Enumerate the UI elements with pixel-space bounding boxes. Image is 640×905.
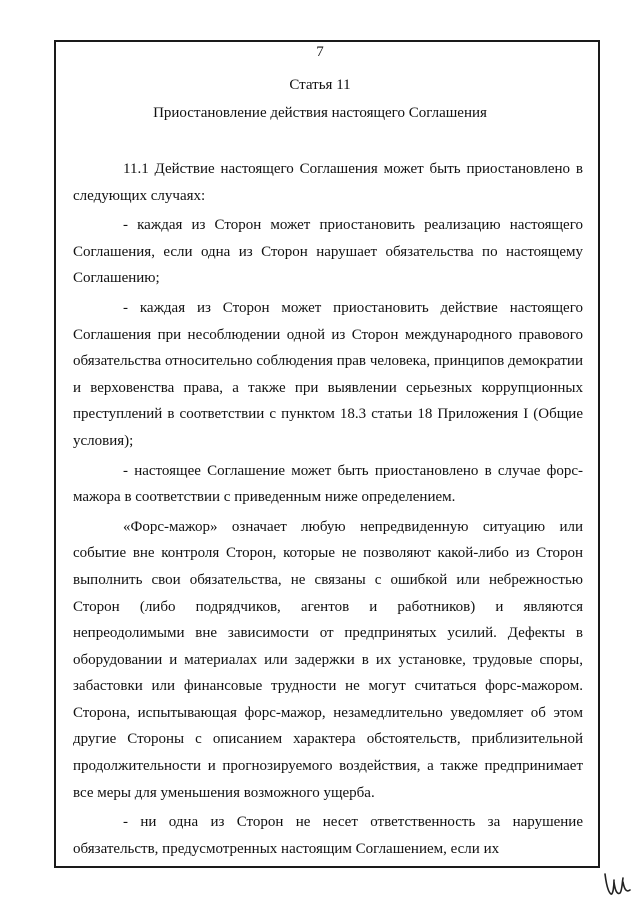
paragraph-item: - ни одна из Сторон не несет ответственность за нарушение обязательств, предусмотренных настоящим Соглашением, если их — [73, 814, 583, 857]
article-title: Статья 11 — [289, 77, 351, 93]
paragraph-item: - настоящее Соглашение может быть приостановлено в случае форс-мажора в соответствии с приведенным ниже определением. — [73, 462, 583, 506]
paragraph-11-1: 11.1 Действие настоящего Соглашения может быть приостановлено в следующих случаях: — [73, 161, 583, 204]
handwritten-initials — [602, 868, 634, 900]
paragraph-force-majeure-definition: «Форс-мажор» означает любую непредвиденную ситуацию или событие вне контроля Сторон, которые не позволяют какой-либо из Сторон выполнить свои обязательства, не связаны с ошибкой или небрежностью Сторон (либо подрядчиков, агентов и работников) и являются непреодолимыми вне зависимости от предпринятых усилий. Дефекты в оборудовании и материалах или задержки в их установке, трудовые споры, забастовки или финансовые трудности не могут считаться форс-мажором. Сторона, испытывающая форс-мажор, незамедлительно уведомляет об этом другие Стороны с описанием характера обстоятельств, приблизительной продолжительности и прогнозируемого воздействия, а также предпринимает все меры для уменьшения возможного ущерба. — [73, 518, 583, 801]
article-subtitle: Приостановление действия настоящего Соглашения — [153, 105, 487, 121]
page-number: 7 — [316, 44, 324, 60]
paragraph-item: - каждая из Сторон может приостановить реализацию настоящего Соглашения, если одна из Сторон нарушает обязательства по настоящему Соглашению; — [73, 217, 583, 287]
document-body — [73, 156, 583, 865]
paragraph-item: - каждая из Сторон может приостановить действие настоящего Соглашения при несоблюдении одной из Сторон международного правового обязательства относительно соблюдения прав человека, принципов демократии и верховенства права, а также при выявлении серьезных коррупционных преступлений в соответствии с пунктом 18.3 статьи 18 Приложения I (Общие условия); — [73, 299, 583, 449]
